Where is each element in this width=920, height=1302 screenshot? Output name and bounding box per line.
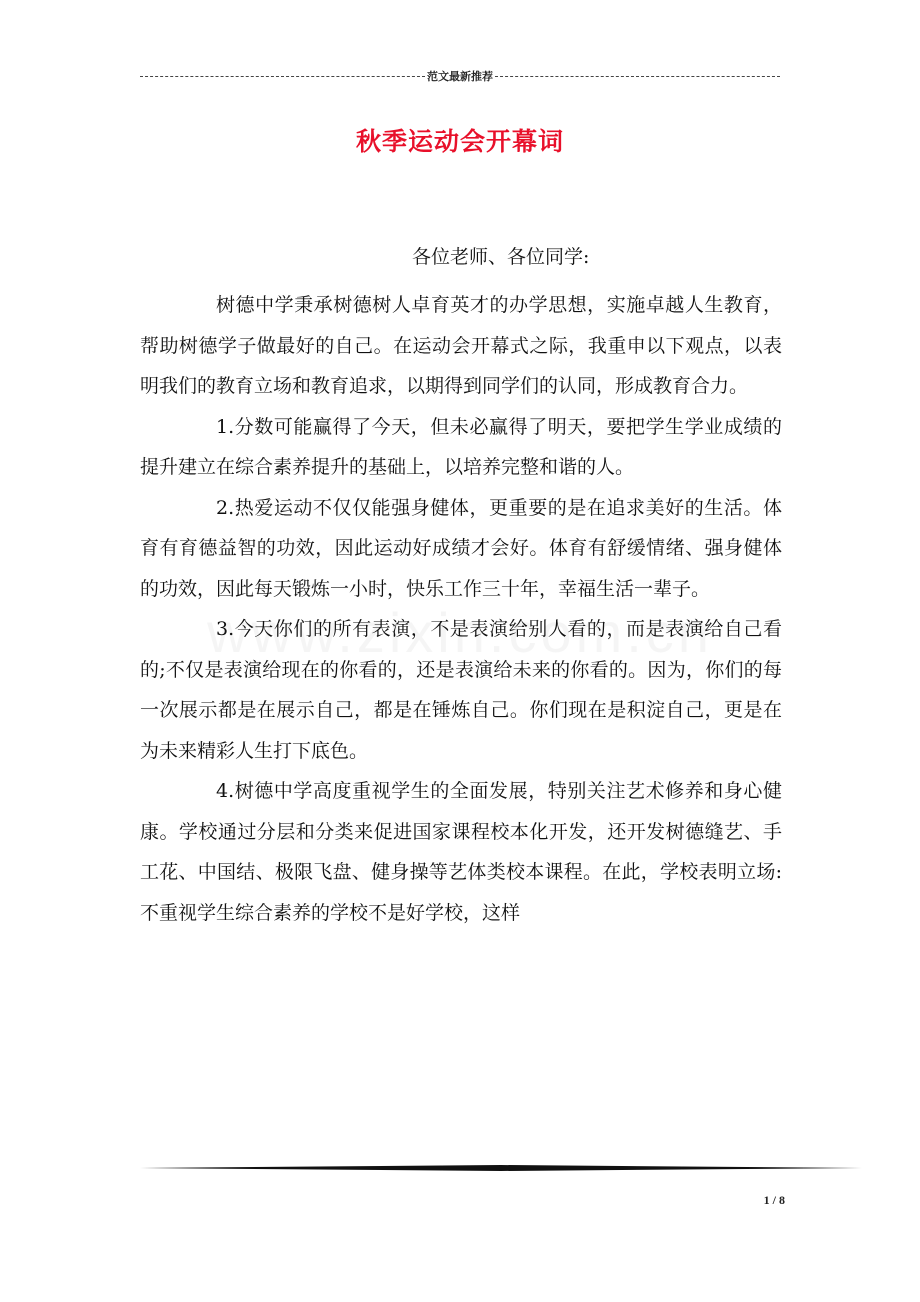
header-dash-left [140,76,425,77]
paragraph-intro: 树德中学秉承树德树人卓育英才的办学思想，实施卓越人生教育，帮助树德学子做最好的自己。在运动会开幕式之际，我重申以下观点，以表明我们的教育立场和教育追求，以期得到同学们的认同，形成教育合力。 [140,294,782,397]
footer-rule [140,1165,862,1171]
paragraph-point-2: 2.热爱运动不仅仅能强身健体，更重要的是在追求美好的生活。体育有育德益智的功效，因此运动好成绩才会好。体育有舒缓情绪、强身健体的功效，因此每天锻炼一小时，快乐工作三十年，幸福生活一辈子。 [140,496,782,600]
document-body [140,285,782,933]
document-title: 秋季运动会开幕词 [355,127,564,156]
paragraph-point-1: 1.分数可能赢得了今天，但未必赢得了明天，要把学生学业成绩的提升建立在综合素养提升的基础上，以培养完整和谐的人。 [140,415,782,478]
header-dash-right [495,76,780,77]
paragraph-point-4: 4.树德中学高度重视学生的全面发展，特别关注艺术修养和身心健康。学校通过分层和分类来促进国家课程校本化开发，还开发树德缝艺、手工花、中国结、极限飞盘、健身操等艺体类校本课程。在此，学校表明立场:不重视学生综合素养的学校不是好学校，这样 [140,780,782,924]
page-header [140,68,780,84]
paragraph-point-3: 3.今天你们的所有表演，不是表演给别人看的，而是表演给自己看的;不仅是表演给现在的你看的，还是表演给未来的你看的。因为，你们的每一次展示都是在展示自己，都是在锤炼自己。你们现在是积淀自己，更是在为未来精彩人生打下底色。 [140,618,782,762]
page-number: 1 / 8 [763,1193,785,1207]
header-label: 范文最新推荐 [427,71,493,83]
salutation: 各位老师、各位同学: [412,246,590,268]
